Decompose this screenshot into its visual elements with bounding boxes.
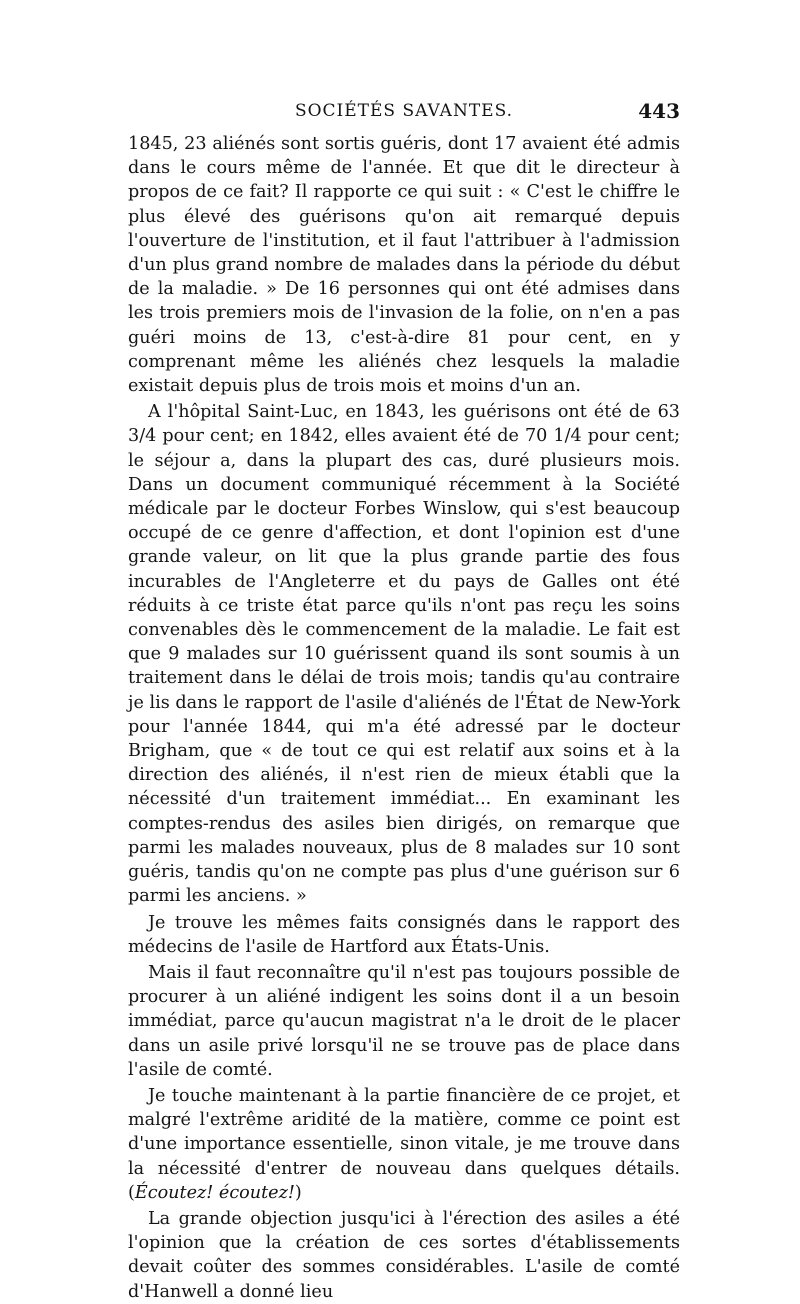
page-number: 443: [638, 99, 680, 123]
paragraph-5: [128, 1084, 680, 1205]
running-title: SOCIÉTÉS SAVANTES.: [294, 101, 514, 121]
aside-open-paren: (: [128, 1182, 135, 1203]
page-body: [128, 132, 680, 1304]
paragraph-1: 1845, 23 aliénés sont sortis guéris, dont 17 avaient été admis dans le cours même de l'année. Et que dit le directeur à propos de ce fait? Il rapporte ce qui suit : « C'est le chiffre le plus élevé des guérisons qu'on ait remarqué depuis l'ouverture de l'institution, et il faut l'attribuer à l'admission d'un plus grand nombre de malades dans la période du début de la maladie. » De 16 personnes qui ont été admises dans les trois premiers mois de l'invasion de la folie, on n'en a pas guéri moins de 13, c'est-à-dire 81 pour cent, en y comprenant même les aliénés chez lesquels la maladie existait depuis plus de trois mois et moins d'un an.: [128, 134, 680, 397]
applause-aside: Écoutez! écoutez!: [134, 1182, 295, 1203]
paragraph-3: Je trouve les mêmes faits consignés dans le rapport des médecins de l'asile de Hartford aux États-Unis.: [128, 912, 680, 957]
aside-close-paren: ): [294, 1182, 302, 1203]
paragraph-2: A l'hôpital Saint-Luc, en 1843, les guérisons ont été de 63 3/4 pour cent; en 1842, elles avaient été de 70 1/4 pour cent; le séjour a, dans la plupart des cas, duré plusieurs mois. Dans un document communiqué récemment à la Société médicale par le docteur Forbes Winslow, qui s'est beaucoup occupé de ce genre d'affection, et dont l'opinion est d'une grande valeur, on lit que la plus grande partie des fous incurables de l'Angleterre et du pays de Galles ont été réduits à ce triste état parce qu'ils n'ont pas reçu les soins convenables dès le commencement de la maladie. Le fait est que 9 malades sur 10 guérissent quand ils sont soumis à un traitement dans le délai de trois mois; tandis qu'au contraire je lis dans le rapport de l'asile d'aliénés de l'État de New-York pour l'année 1844, qui m'a été adressé par le docteur Brigham, que « de tout ce qui est relatif aux soins et à la direction des aliénés, il n'est rien de mieux établi que la nécessité d'un traitement immédiat... En examinant les comptes-rendus des asiles bien dirigés, on remarque que parmi les malades nouveaux, plus de 8 malades sur 10 sont guéris, tandis qu'on ne compte pas plus d'une guérison sur 6 parmi les anciens. »: [128, 402, 680, 907]
paragraph-6: La grande objection jusqu'ici à l'érection des asiles a été l'opinion que la création de ces sortes d'établissements devait coûter des sommes considérables. L'asile de comté d'Hanwell a donné lieu: [128, 1208, 680, 1302]
paragraph-4: Mais il faut reconnaître qu'il n'est pas toujours possible de procurer à un aliéné indigent les soins dont il a un besoin immédiat, parce qu'aucun magistrat n'a le droit de le placer dans un asile privé lorsqu'il ne se trouve pas de place dans l'asile de comté.: [128, 962, 680, 1080]
page-header: [128, 101, 680, 131]
paragraph-5-text: Je touche maintenant à la partie financière de ce projet, et malgré l'extrême aridité de la matière, comme ce point est d'une importance essentielle, sinon vitale, je me trouve dans la nécessité d'entrer de nouveau dans quelques détails.: [128, 1085, 680, 1179]
